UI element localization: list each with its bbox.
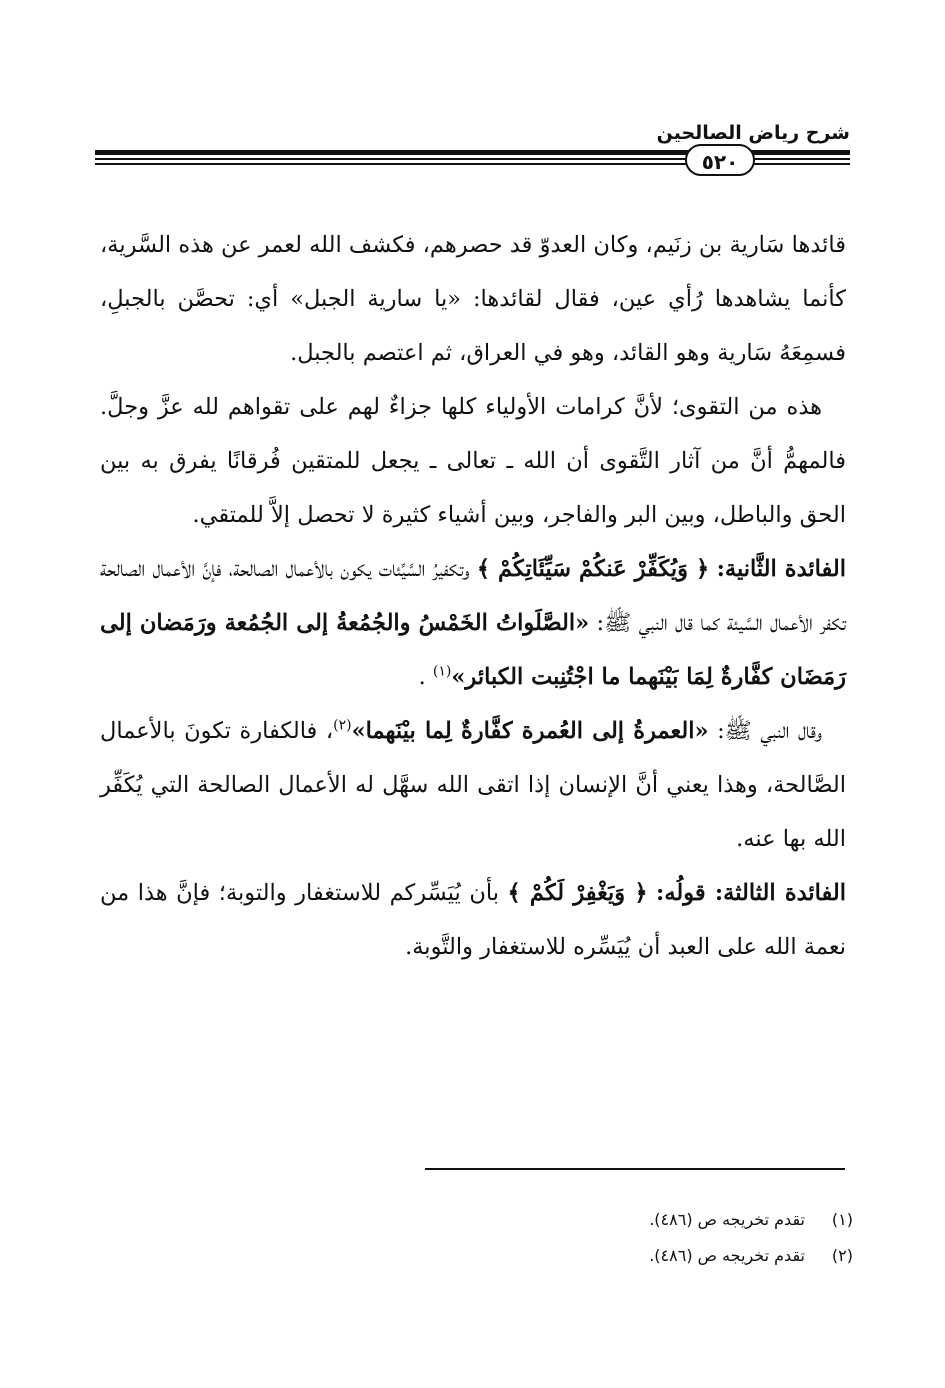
- paragraph-2: هذه من التقوى؛ لأنَّ كرامات الأولياء كلها جزاءٌ لهم على تقواهم لله عزَّ وجلَّ. فالمهمُّ أنَّ من آثار التَّقوى أن الله ـ تعالى ـ يجعل للمتقين فُرقانًا يفرق به بين الحق والباطل، وبين البر والفاجر، وبين أشياء كثيرة لا تحصل إلاَّ للمتقي.: [100, 394, 846, 528]
- paragraph-4-intro: وقال النبي ﷺ:: [717, 718, 822, 744]
- footnote-item: [353, 1202, 853, 1238]
- quran-verse-1: ﴿ وَيُكَفِّرْ عَنكُمْ سَيِّئَاتِكُمْ ﴾: [476, 556, 710, 582]
- paragraph-3: [100, 542, 846, 704]
- paragraph-1: قائدها سَارية بن زنَيم، وكان العدوّ قد حصرهم، فكشف الله لعمر عن هذه السَّرية، كأنما يشاهدها رُأي عين، فقال لقائدها: «يا سارية الجبل» أي: تحصَّن بالجبلِ، فسمِعَهُ سَارية وهو القائد، وهو في العراق، ثم اعتصم بالجبل.: [100, 232, 846, 366]
- page-header: [95, 120, 850, 190]
- footnotes: [353, 1202, 853, 1274]
- paragraph-3-end: .: [418, 664, 426, 690]
- paragraph-5: [100, 866, 846, 974]
- hadith-1: «الصَّلَواتُ الخَمْسُ والجُمُعةُ إلى الجُمُعة ورَمَضان إلى رَمَضَان كفَّارةٌ لِمَا بَيْنَهما ما اجْتُنِبت الكبائر»: [100, 610, 846, 690]
- paragraph-4-text: ، فالكفارة تكونَ بالأعمال الصَّالحة، وهذا يعني أنَّ الإنسان إذا اتقى الله سهَّل له الأعمال الصالحة التي يُكَفِّر الله بها عنه.: [100, 718, 846, 852]
- footnote-item: [353, 1238, 853, 1274]
- footnote-ref-1: (١): [432, 663, 452, 680]
- footnote-number: (٢): [831, 1246, 853, 1265]
- section-label-2: الفائدة الثَّانية:: [716, 556, 846, 582]
- footnote-ref-2: (٢): [333, 717, 352, 734]
- paragraph-3-text: وتكفيرُ السَّيِّئات يكون بالأعمال الصالحة، فإنَّ الأعمال الصالحة تكفر الأعمال السَّيئة كما قال النبي ﷺ:: [100, 556, 846, 636]
- book-title: شرح رياض الصالحين: [656, 122, 850, 144]
- paragraph-5-text: بأن يُيَسِّركم للاستغفار والتوبة؛ فإنَّ هذا من نعمة الله على العبد أن يُيَسِّره للاستغفار والتَّوبة.: [100, 880, 846, 960]
- footnote-number: (١): [831, 1210, 853, 1229]
- section-label-3: الفائدة الثالثة: قولُه:: [656, 880, 847, 906]
- main-text: [100, 218, 846, 974]
- footnote-divider: [425, 1168, 845, 1170]
- paragraph-4: [100, 704, 846, 866]
- footnote-text: تقدم تخريجه ص (٤٨٦).: [649, 1210, 805, 1229]
- page-number: ٥٢٠: [685, 144, 755, 176]
- footnote-text: تقدم تخريجه ص (٤٨٦).: [649, 1246, 805, 1265]
- quran-verse-2: ﴿ وَيَغْفِرْ لَكُمْ ﴾: [507, 880, 648, 906]
- hadith-2: «العمرةُ إلى العُمرة كفَّارةٌ لِما بيْنَهما»: [351, 718, 709, 744]
